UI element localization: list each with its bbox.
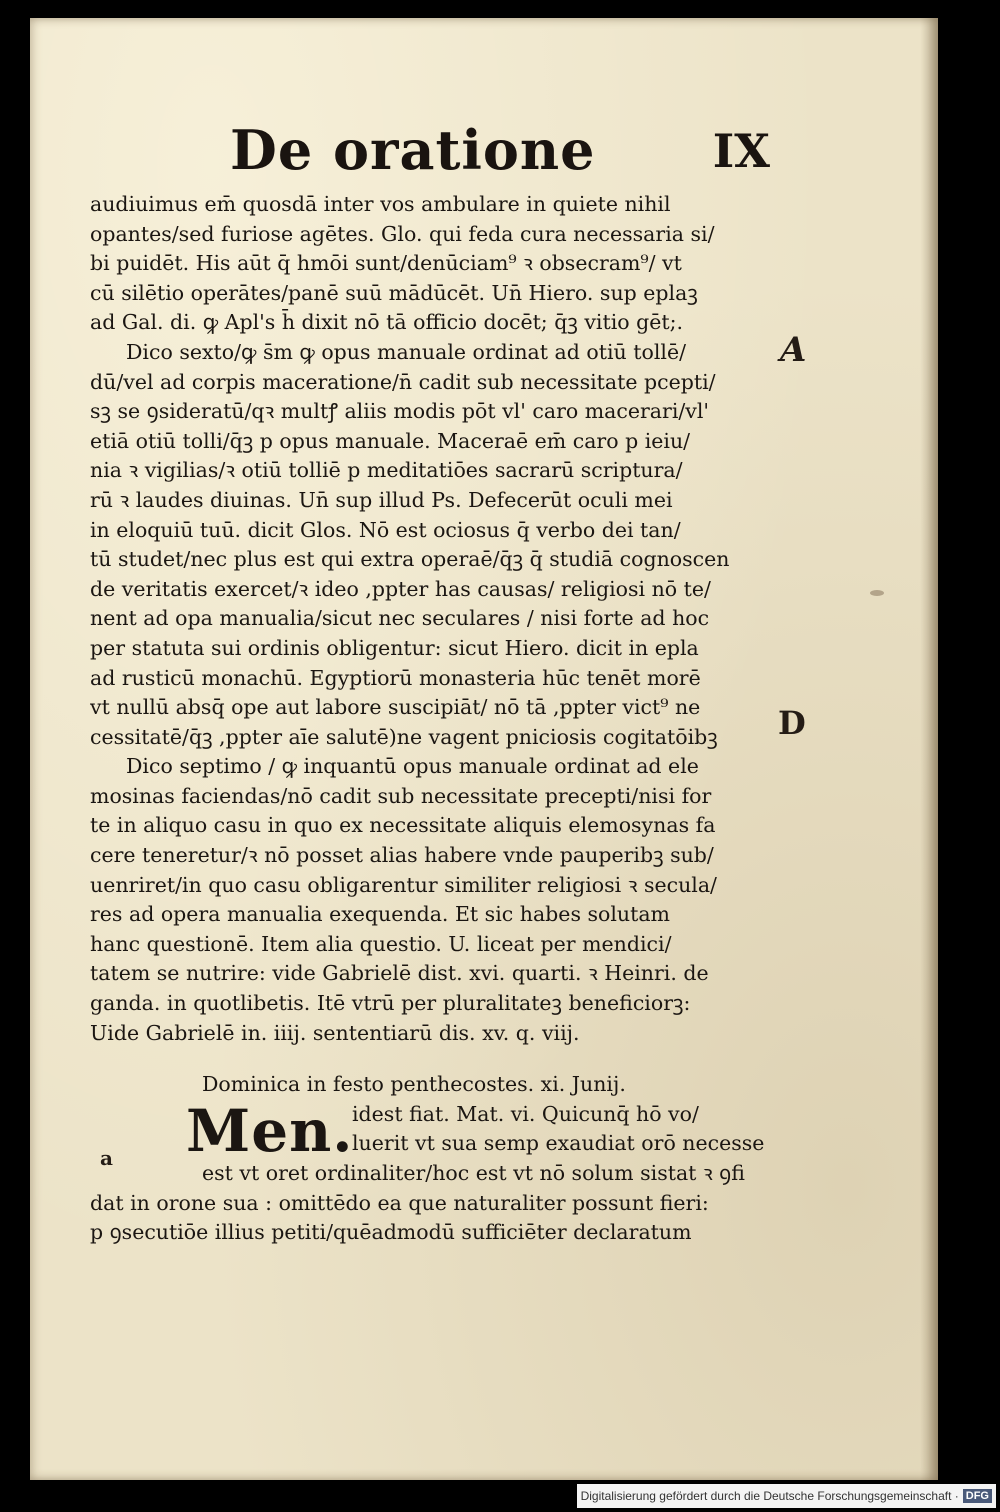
text-line: rū ꝛ laudes diuinas. Un̄ sup illud Ps. Defecerūt oculi mei [90,487,673,512]
section-gap [90,1048,802,1070]
text-line: cū silētio operātes/panē suū mādūcēt. Un̄ Hiero. sup eplaꝫ [90,280,698,305]
text-line: opantes/sed furiose agētes. Glo. qui feda cura necessaria si/ [90,221,715,246]
text-line: tatem se nutrire: vide Gabrielē dist. xvi. quarti. ꝛ Heinri. de [90,961,709,986]
marginal-letter-a: A [780,330,807,370]
text-line: res ad opera manualia exequenda. Et sic habes solutam [90,902,670,927]
text-line: sꝫ se ꝯsideratū/qꝛ multꝭ aliis modis pōt vl' caro macerari/vl' [90,399,710,424]
text-line: Dico septimo / ꝙ inquantū opus manuale ordinat ad ele [126,754,699,779]
text-line: bi puidēt. His aūt q̄ hmōi sunt/denūciam⁹ ꝛ obsecram⁹/ vt [90,251,682,276]
text-line: hanc questionē. Item alia questio. U. liceat per mendici/ [90,931,672,956]
marginal-letter-d: D [778,704,806,742]
text-line: cere teneretur/ꝛ nō posset alias habere vnde pauperibꝫ sub/ [90,843,714,868]
text-line: in eloquiū tuū. dicit Glos. Nō est ociosus q̄ verbo dei tan/ [90,517,681,542]
text-line: est vt oret ordinaliter/hoc est vt nō solum sistat ꝛ ꝯfi [202,1161,745,1185]
text-line: cessitatē/q̄ꝫ ,ppter aīe salutē)ne vagent pniciosis cogitatōibꝫ [90,724,718,749]
page-header [230,118,770,188]
text-line: p ꝯsecutiōe illius petiti/quēadmodū sufficiēter declaratum [90,1220,692,1245]
text-line: nia ꝛ vigilias/ꝛ otiū tolliē p meditatiōes sacrarū scriptura/ [90,458,683,483]
text-line: ad rusticū monachū. Egyptiorū monasteria hūc tenēt morē [90,665,701,690]
text-line: te in aliquo casu in quo ex necessitate aliquis elemosynas fa [90,813,716,838]
text-line: nent ad opa manualia/sicut nec seculares / nisi forte ad hoc [90,606,710,631]
text-line: luerit vt sua semp exaudiat orō necesse [352,1131,765,1156]
text-line: uenriret/in quo casu obligarentur similiter religiosi ꝛ secula/ [90,872,717,897]
dfg-logo: DFG [963,1489,992,1503]
sermon-opening [90,1096,802,1165]
decorated-initial: Men. [186,1096,354,1165]
page-edge-shadow [920,18,938,1480]
book-page [30,18,938,1480]
folio-number: IX [712,124,770,178]
credit-text: Digitalisierung gefördert durch die Deutsche Forschungsgemeinschaft · [580,1489,959,1503]
paper-stain [870,590,884,596]
text-line: idest fiat. Mat. vi. Quicunq̄ hō vo/ [352,1101,699,1126]
marginal-letter-small-a: a [100,1146,113,1170]
text-line: audiuimus em̄ quosdā inter vos ambulare in quiete nihil [90,192,671,216]
text-line: ganda. in quotlibetis. Itē vtrū per pluralitateꝫ beneficiorꝫ: [90,991,691,1016]
text-line: dat in orone sua : omittēdo ea que naturaliter possunt fieri: [90,1190,709,1215]
text-line: per statuta sui ordinis obligentur: sicut Hiero. dicit in epla [90,635,699,660]
text-line: Dico sexto/ꝙ s̄m ꝙ opus manuale ordinat ad otiū tollē/ [126,339,686,364]
text-line: mosinas faciendas/nō cadit sub necessitate precepti/nisi for [90,783,712,808]
text-line: vt nullū absq̄ ope aut labore suscipiāt/ nō tā ,ppter vict⁹ ne [90,695,701,720]
main-text-block [90,190,802,1248]
text-line: tū studet/nec plus est qui extra operaē/q̄ꝫ q̄ studiā cognoscen [90,547,730,572]
text-line: Uide Gabrielē in. iiij. sententiarū dis. xv. q. viij. [90,1020,580,1045]
running-title: De oratione [230,118,596,182]
text-line: de veritatis exercet/ꝛ ideo ,ppter has causas/ religiosi nō te/ [90,576,711,601]
text-line: etiā otiū tolli/q̄ꝫ p opus manuale. Maceraē em̄ caro p ieiu/ [90,428,691,453]
digitization-credit [577,1484,996,1508]
sermon-heading: Dominica in festo penthecostes. xi. Junij. [202,1072,626,1097]
text-line: dū/vel ad corpis maceratione/n̄ cadit sub necessitate pcepti/ [90,369,716,394]
text-line: ad Gal. di. ꝙ Apl's h̄ dixit nō tā officio docēt; q̄ꝫ vitio gēt;. [90,310,684,335]
